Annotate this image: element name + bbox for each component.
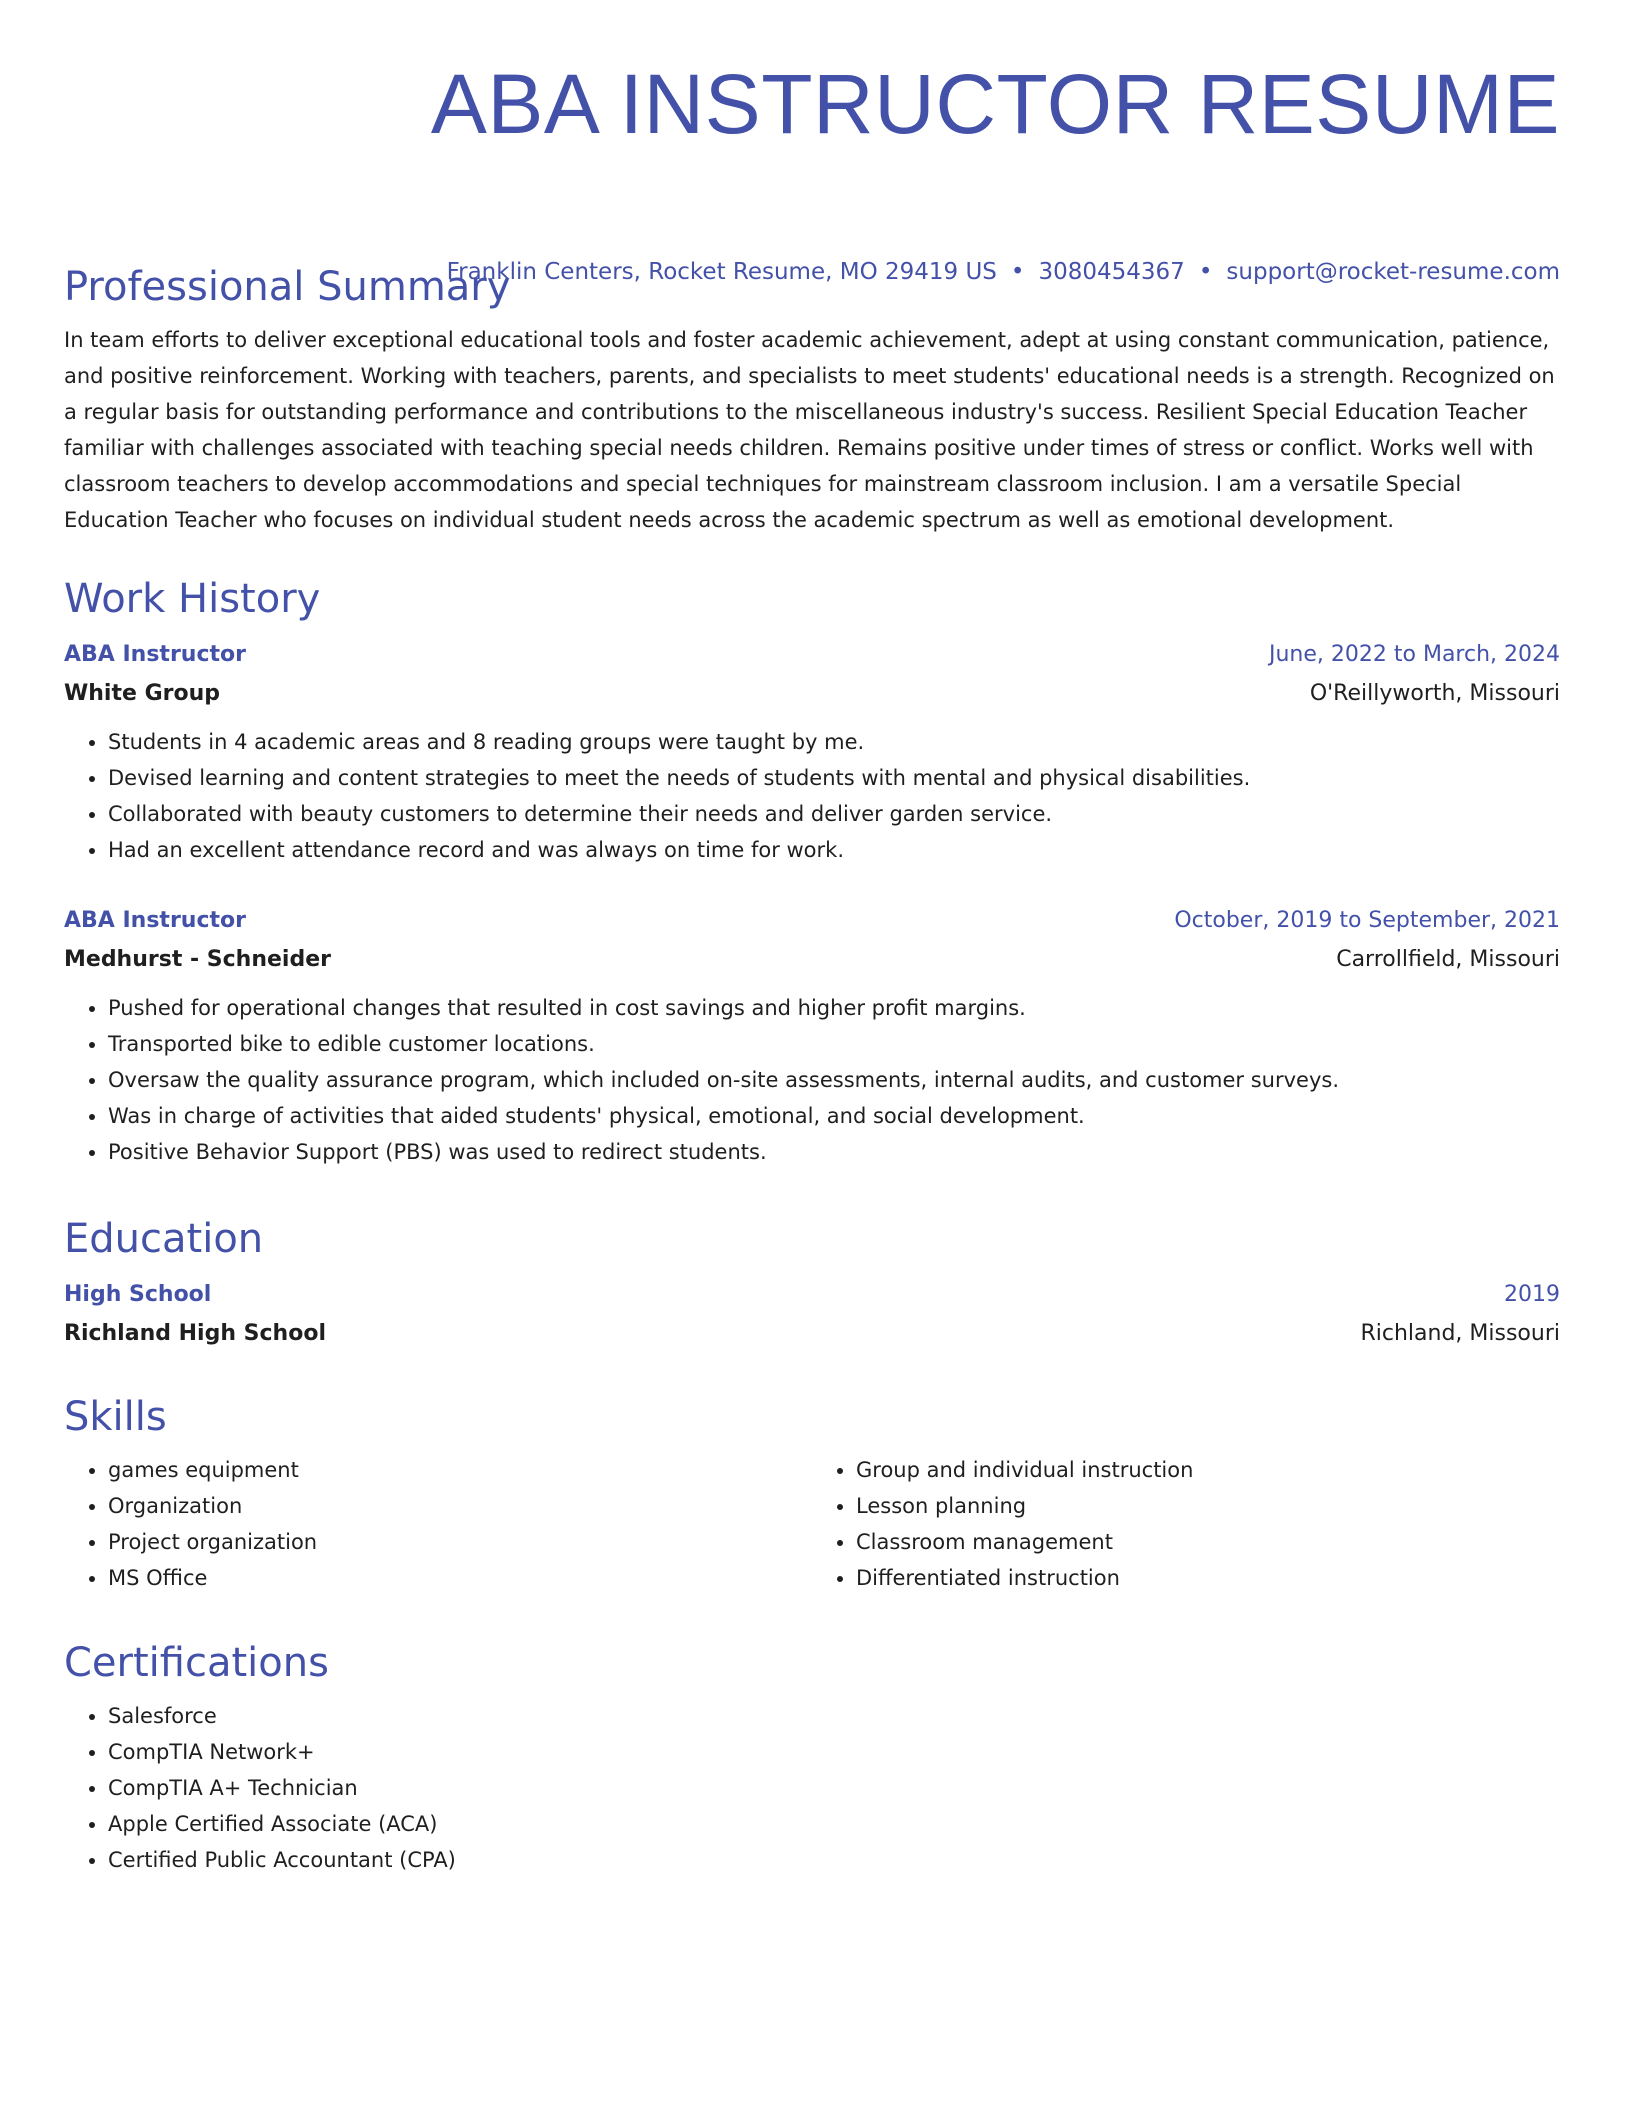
summary-text: In team efforts to deliver exceptional educational tools and foster academic achievement, adept at using constant communication, patience, and positive reinforcement. Working with teachers, parents, and specialists to meet students' educational needs is a strength. Recognized on a regular basis for outstanding performance and contributions to the miscellaneous industry's success. Resilient Special Education Teacher familiar with challenges associated with teaching special needs children. Remains positive under times of stress or conflict. Works well with classroom teachers to develop accommodations and special techniques for mainstream classroom inclusion. I am a versatile Special Education Teacher who focuses on individual student needs across the academic spectrum as well as emotional development. xyxy=(64,328,1555,532)
skills-list-left xyxy=(64,1452,812,1596)
job-bullets xyxy=(64,724,1560,868)
skills-section xyxy=(64,1392,1560,1596)
work-history-section xyxy=(64,574,1560,1170)
job-dates: June, 2022 to March, 2024 xyxy=(1269,642,1560,667)
contact-separator: • xyxy=(1010,259,1025,285)
contact-separator: • xyxy=(1198,259,1213,285)
certifications-heading: Certifications xyxy=(64,1640,329,1686)
resume-title: ABA INSTRUCTOR RESUME xyxy=(430,57,1560,151)
summary-section xyxy=(64,262,1560,538)
list-item: • Positive Behavior Support (PBS) was used to redirect students. xyxy=(108,1134,1560,1170)
work-history-heading: Work History xyxy=(64,576,321,622)
job-company: Medhurst - Schneider xyxy=(64,947,331,972)
job-bullets xyxy=(64,990,1560,1170)
list-item: • Had an excellent attendance record and was always on time for work. xyxy=(108,832,1560,868)
job-role: ABA Instructor xyxy=(64,908,246,933)
job-dates: October, 2019 to September, 2021 xyxy=(1174,908,1560,933)
list-item: • Devised learning and content strategies to meet the needs of students with mental and physical disabilities. xyxy=(108,760,1560,796)
list-item: • Salesforce xyxy=(108,1698,1560,1734)
list-item: • Oversaw the quality assurance program, which included on-site assessments, internal audits, and customer surveys. xyxy=(108,1062,1560,1098)
education-degree: High School xyxy=(64,1282,212,1307)
list-item: • Apple Certified Associate (ACA) xyxy=(108,1806,1560,1842)
list-item: • Pushed for operational changes that resulted in cost savings and higher profit margins. xyxy=(108,990,1560,1026)
contact-address: Franklin Centers, Rocket Resume, MO 29419 US xyxy=(446,259,997,285)
list-item: • Project organization xyxy=(108,1524,812,1560)
list-item: • Transported bike to edible customer locations. xyxy=(108,1026,1560,1062)
education-year: 2019 xyxy=(1504,1282,1560,1307)
certifications-section xyxy=(64,1638,1560,1878)
list-item: • Differentiated instruction xyxy=(856,1560,1560,1596)
list-item: • games equipment xyxy=(108,1452,812,1488)
job-location: Carrollfield, Missouri xyxy=(1336,947,1560,972)
education-heading: Education xyxy=(64,1216,264,1262)
education-school: Richland High School xyxy=(64,1321,326,1346)
list-item: • Students in 4 academic areas and 8 reading groups were taught by me. xyxy=(108,724,1560,760)
list-item: • CompTIA A+ Technician xyxy=(108,1770,1560,1806)
list-item: • Classroom management xyxy=(856,1524,1560,1560)
list-item: • CompTIA Network+ xyxy=(108,1734,1560,1770)
list-item: • Lesson planning xyxy=(856,1488,1560,1524)
list-item: • Organization xyxy=(108,1488,812,1524)
resume-page xyxy=(64,0,1560,1872)
contact-email[interactable]: support@rocket-resume.com xyxy=(1226,259,1560,285)
job-role: ABA Instructor xyxy=(64,642,246,667)
list-item: • MS Office xyxy=(108,1560,812,1596)
certifications-list xyxy=(64,1698,1560,1878)
job-location: O'Reillyworth, Missouri xyxy=(1309,681,1560,706)
list-item: • Group and individual instruction xyxy=(856,1452,1560,1488)
list-item: • Was in charge of activities that aided students' physical, emotional, and social development. xyxy=(108,1098,1560,1134)
job-company: White Group xyxy=(64,681,220,706)
skills-heading: Skills xyxy=(64,1394,167,1440)
contact-phone: 3080454367 xyxy=(1038,259,1185,285)
job-entry xyxy=(64,636,1560,868)
skills-list-right xyxy=(812,1452,1560,1596)
job-entry xyxy=(64,902,1560,1170)
list-item: • Certified Public Accountant (CPA) xyxy=(108,1842,1560,1878)
education-section xyxy=(64,1214,1560,1354)
list-item: • Collaborated with beauty customers to determine their needs and deliver garden service. xyxy=(108,796,1560,832)
education-location: Richland, Missouri xyxy=(1360,1321,1560,1346)
summary-heading: Professional Summary xyxy=(64,264,511,310)
